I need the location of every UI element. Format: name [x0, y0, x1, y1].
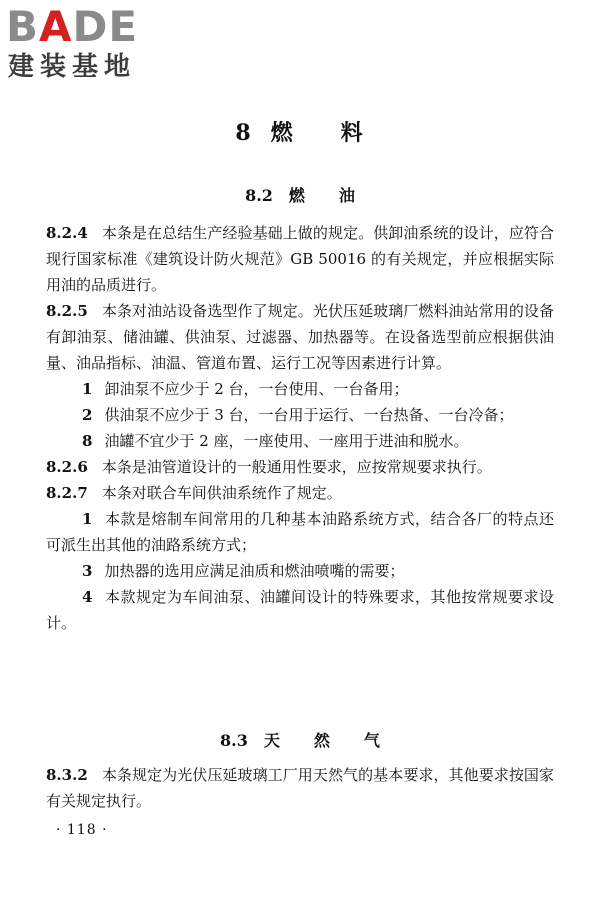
clause-8-2-7: 8.2.7 本条对联合车间供油系统作了规定。	[46, 484, 342, 502]
list-item: 1 卸油泵不应少于 2 台，一台使用、一台备用；	[82, 380, 409, 398]
list-item: 4 本款规定为车间油泵、油罐间设计的特殊要求，其他按常规要求设计。	[46, 588, 554, 632]
section-8-3-body	[46, 762, 554, 814]
clause-8-3-2: 8.3.2 本条规定为光伏压延玻璃工厂用天然气的基本要求，其他要求按国家有关规定执行。	[46, 766, 554, 810]
section-heading-8-2: 8.2 燃 油	[245, 186, 355, 205]
list-item: 2 供油泵不应少于 3 台，一台用于运行、一台热备、一台冷备；	[82, 406, 514, 424]
section-heading-8-3: 8.3 天 然 气	[220, 731, 380, 750]
logo-subtitle: 建装基地	[8, 52, 137, 82]
clause-8-2-6: 8.2.6 本条是油管道设计的一般通用性要求，应按常规要求执行。	[46, 458, 492, 476]
clause-8-2-5: 8.2.5 本条对油站设备选型作了规定。光伏压延玻璃厂燃料油站常用的设备有卸油泵、储油罐、供油泵、过滤器、加热器等。在设备选型前应根据供油量、油品指标、油温、管道布置、运行工况等因素进行计算。	[46, 302, 554, 372]
clause-8-2-4: 8.2.4 本条是在总结生产经验基础上做的规定。供卸油系统的设计，应符合现行国家标准《建筑设计防火规范》GB 50016 的有关规定，并应根据实际用油的品质进行。	[46, 224, 554, 294]
logo-wordmark: BADE	[6, 2, 139, 51]
list-item: 3 加热器的选用应满足油质和燃油喷嘴的需要；	[82, 562, 405, 580]
list-item: 1 本款是熔制车间常用的几种基本油路系统方式，结合各厂的特点还可派生出其他的油路系统方式；	[46, 510, 554, 554]
section-8-2-body	[46, 220, 554, 636]
list-item: 8 油罐不宜少于 2 座，一座使用、一座用于进油和脱水。	[82, 432, 469, 450]
chapter-title: 8 燃 料	[235, 120, 365, 146]
bade-logo	[6, 4, 181, 84]
page-number: · 118 ·	[56, 822, 108, 838]
